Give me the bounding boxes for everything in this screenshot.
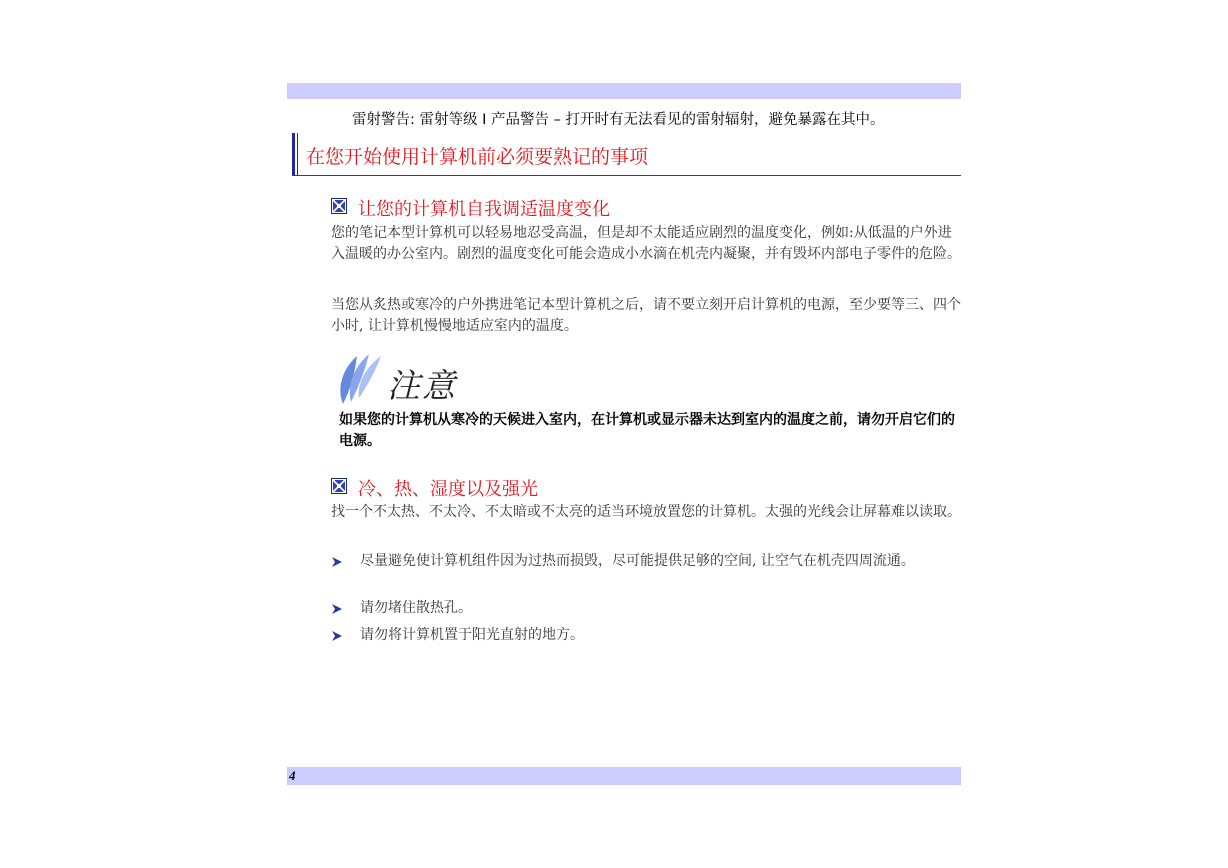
header-band [287,83,961,99]
paragraph: 找一个不太热、不太冷、不太暗或不太亮的适当环境放置您的计算机。太强的光线会让屏幕难以读取。 [331,504,961,520]
footer-band [287,767,961,785]
section-marker-icon [331,198,347,214]
list-item-text: 请勿将计算机置于阳光直射的地方。 [360,627,584,643]
main-heading [292,133,961,176]
paragraph: 您的笔记本型计算机可以轻易地忍受高温，但是却不太能适应剧烈的温度变化，例如:从低温的户外进入温暖的办公室内。剧烈的温度变化可能会造成小水滴在机壳内凝聚，并有毁坏内部电子零件的危险。 [331,225,961,262]
note-logo [335,352,459,408]
list-item-text: 请勿堵住散热孔。 [360,600,472,616]
note-text: 如果您的计算机从寒冷的天候进入室内，在计算机或显示器未达到室内的温度之前，请勿开启它们的电源。 [339,412,955,449]
note-label: 注意 [387,366,457,405]
heading-bar-thin [297,133,298,175]
arrowhead-bullet-icon [331,556,343,568]
paragraph: 当您从炙热或寒冷的户外携进笔记本型计算机之后，请不要立刻开启计算机的电源，至少要等三、四个小时, 让计算机慢慢地适应室内的温度。 [331,297,961,334]
arrowhead-bullet-icon [331,603,343,615]
section-marker-icon [331,478,347,494]
section-title: 冷、热、湿度以及强光 [358,479,538,500]
laser-warning: 雷射警告: 雷射等级 I 产品警告 – 打开时有无法看见的雷射辐射，避免暴露在其中。 [352,112,885,128]
main-heading-title: 在您开始使用计算机前必须要熟记的事项 [306,146,649,168]
arrowhead-bullet-icon [331,630,343,642]
page-number: 4 [289,768,296,783]
note-feather-icon [335,352,385,408]
heading-bar [292,133,295,175]
list-item-text: 尽量避免使计算机组件因为过热而损毁，尽可能提供足够的空间, 让空气在机壳四周流通。 [360,553,915,569]
section-title: 让您的计算机自我调适温度变化 [358,199,610,220]
